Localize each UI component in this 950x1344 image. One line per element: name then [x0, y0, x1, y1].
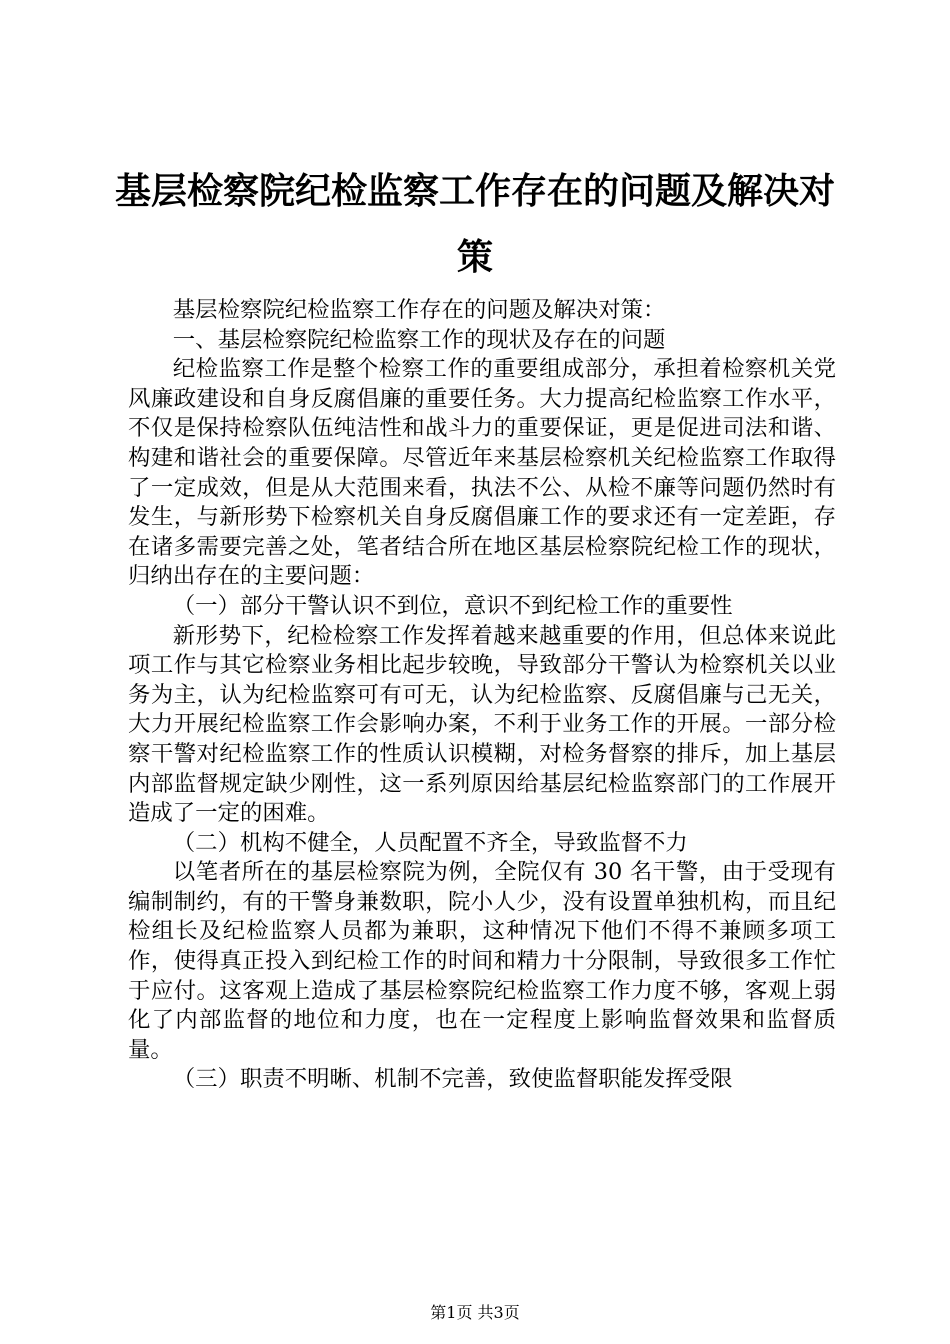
page-number: 第1页 共3页 [430, 1303, 520, 1322]
paragraph-intro: 基层检察院纪检监察工作存在的问题及解决对策： [172, 297, 666, 323]
section-heading-1: 一、基层检察院纪检监察工作的现状及存在的问题 [172, 326, 666, 353]
paragraph: 纪检监察工作是整个检察工作的重要组成部分，承担着检察机关党风廉政建设和自身反腐倡廉的重要任务。大力提高纪检监察工作水平，不仅是保持检察队伍纯洁性和战斗力的重要保证，更是促进司法和谐、构建和谐社会的重要保障。尽管近年来基层检察机关纪检监察工作取得了一定成效，但是从大范围来看，执法不公、从检不廉等问题仍然时有发生，与新形势下检察机关自身反腐倡廉工作的要求还有一定差距，存在诸多需要完善之处，笔者结合所在地区基层检察院纪检工作的现状，归纳出存在的主要问题： [128, 356, 836, 590]
paragraph: 新形势下，纪检检察工作发挥着越来越重要的作用，但总体来说此项工作与其它检察业务相比起步较晚，导致部分干警认为检察机关以业务为主，认为纪检监察可有可无，认为纪检监察、反腐倡廉与己无关，大力开展纪检监察工作会影响办案，不利于业务工作的开展。一部分检察干警对纪检监察工作的性质认识模糊，对检务督察的排斥，加上基层内部监督规定缺少刚性，这一系列原因给基层纪检监察部门的工作展开造成了一定的困难。 [128, 622, 836, 827]
document-body [128, 296, 836, 1095]
paragraph: 以笔者所在的基层检察院为例，全院仅有 30 名干警，由于受现有编制制约，有的干警身兼数职，院小人少，没有设置单独机构，而且纪检组长及纪检监察人员都为兼职，这种情况下他们不得不兼顾多项工作，使得真正投入到纪检工作的时间和精力十分限制，导致很多工作忙于应付。这客观上造成了基层检察院纪检监察工作力度不够，客观上弱化了内部监督的地位和力度，也在一定程度上影响监督效果和监督质量。 [128, 859, 836, 1063]
subsection-heading-1: （一）部分干警认识不到位，意识不到纪检工作的重要性 [172, 592, 733, 619]
subsection-heading-3: （三）职责不明晰、机制不完善，致使监督职能发挥受限 [172, 1066, 733, 1093]
subsection-heading-2: （二）机构不健全，人员配置不齐全，导致监督不力 [172, 829, 688, 856]
page-title: 基层检察院纪检监察工作存在的问题及解决对策 [114, 170, 835, 278]
